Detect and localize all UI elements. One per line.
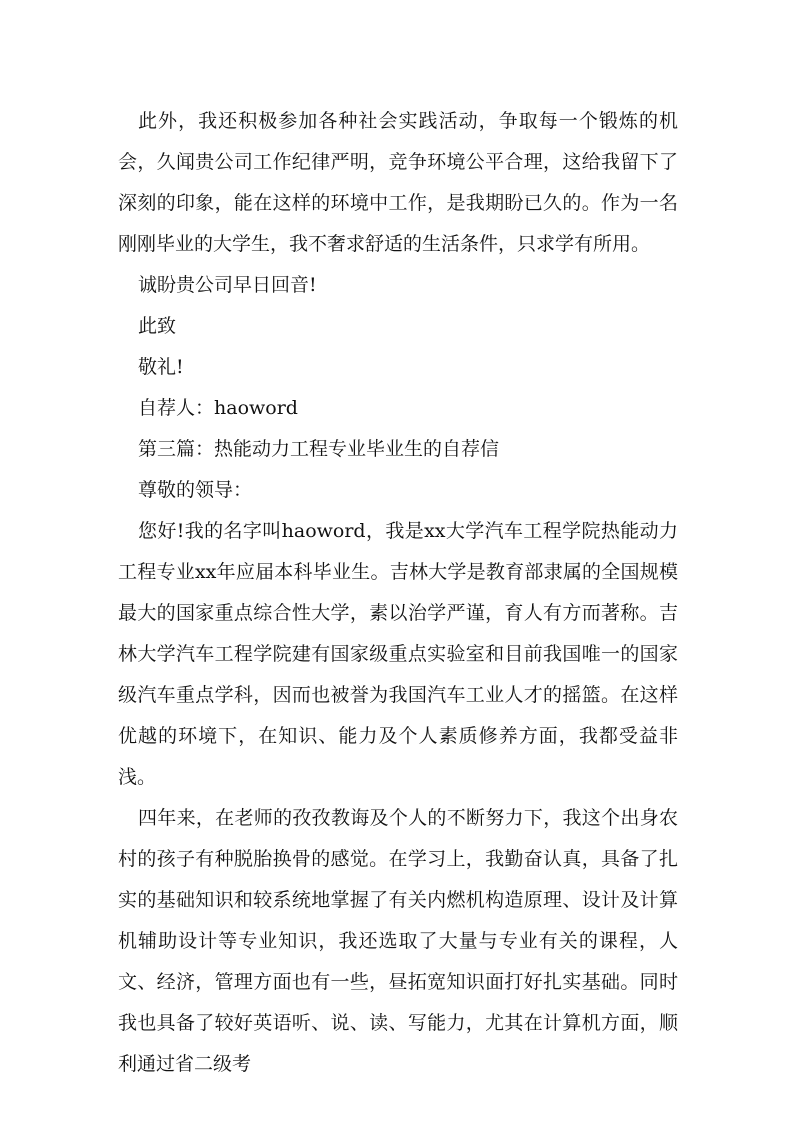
letter-body: [118, 101, 678, 1085]
paragraph-introduction: 您好!我的名字叫haoword，我是xx大学汽车工程学院热能动力工程专业xx年应届本科毕业生。吉林大学是教育部隶属的全国规模最大的国家重点综合性大学，素以治学严谨，育人有方而著称。吉林大学汽车工程学院建有国家级重点实验室和目前我国唯一的国家级汽车重点学科，因而也被誉为我国汽车工业人才的摇篮。在这样优越的环境下，在知识、能力及个人素质修养方面，我都受益非浅。: [118, 520, 678, 788]
paragraph-social-practice: 此外，我还积极参加各种社会实践活动，争取每一个锻炼的机会，久闻贵公司工作纪律严明，竞争环境公平合理，这给我留下了深刻的印象，能在这样的环境中工作，是我期盼已久的。作为一名刚刚毕业的大学生，我不奢求舒适的生活条件，只求学有所用。: [118, 110, 678, 255]
section-heading: 第三篇：热能动力工程专业毕业生的自荐信: [138, 438, 500, 460]
paragraph-salutation-jingli: 敬礼!: [138, 356, 184, 378]
paragraph-salutation-cizhi: 此致: [138, 315, 177, 337]
paragraph-greeting: 尊敬的领导：: [138, 479, 253, 501]
paragraph-signature: 自荐人：haoword: [138, 397, 298, 419]
paragraph-four-years: 四年来，在老师的孜孜教诲及个人的不断努力下，我这个出身农村的孩子有种脱胎换骨的感觉。在学习上，我勤奋认真，具备了扎实的基础知识和较系统地掌握了有关内燃机构造原理、设计及计算机辅助设计等专业知识，我还选取了大量与专业有关的课程，人文、经济，管理方面也有一些，昼拓宽知识面打好扎实基础。同时我也具备了较好英语听、说、读、写能力，尤其在计算机方面，顺利通过省二级考: [118, 807, 678, 1075]
paragraph-await-reply: 诚盼贵公司早日回音!: [138, 274, 317, 296]
